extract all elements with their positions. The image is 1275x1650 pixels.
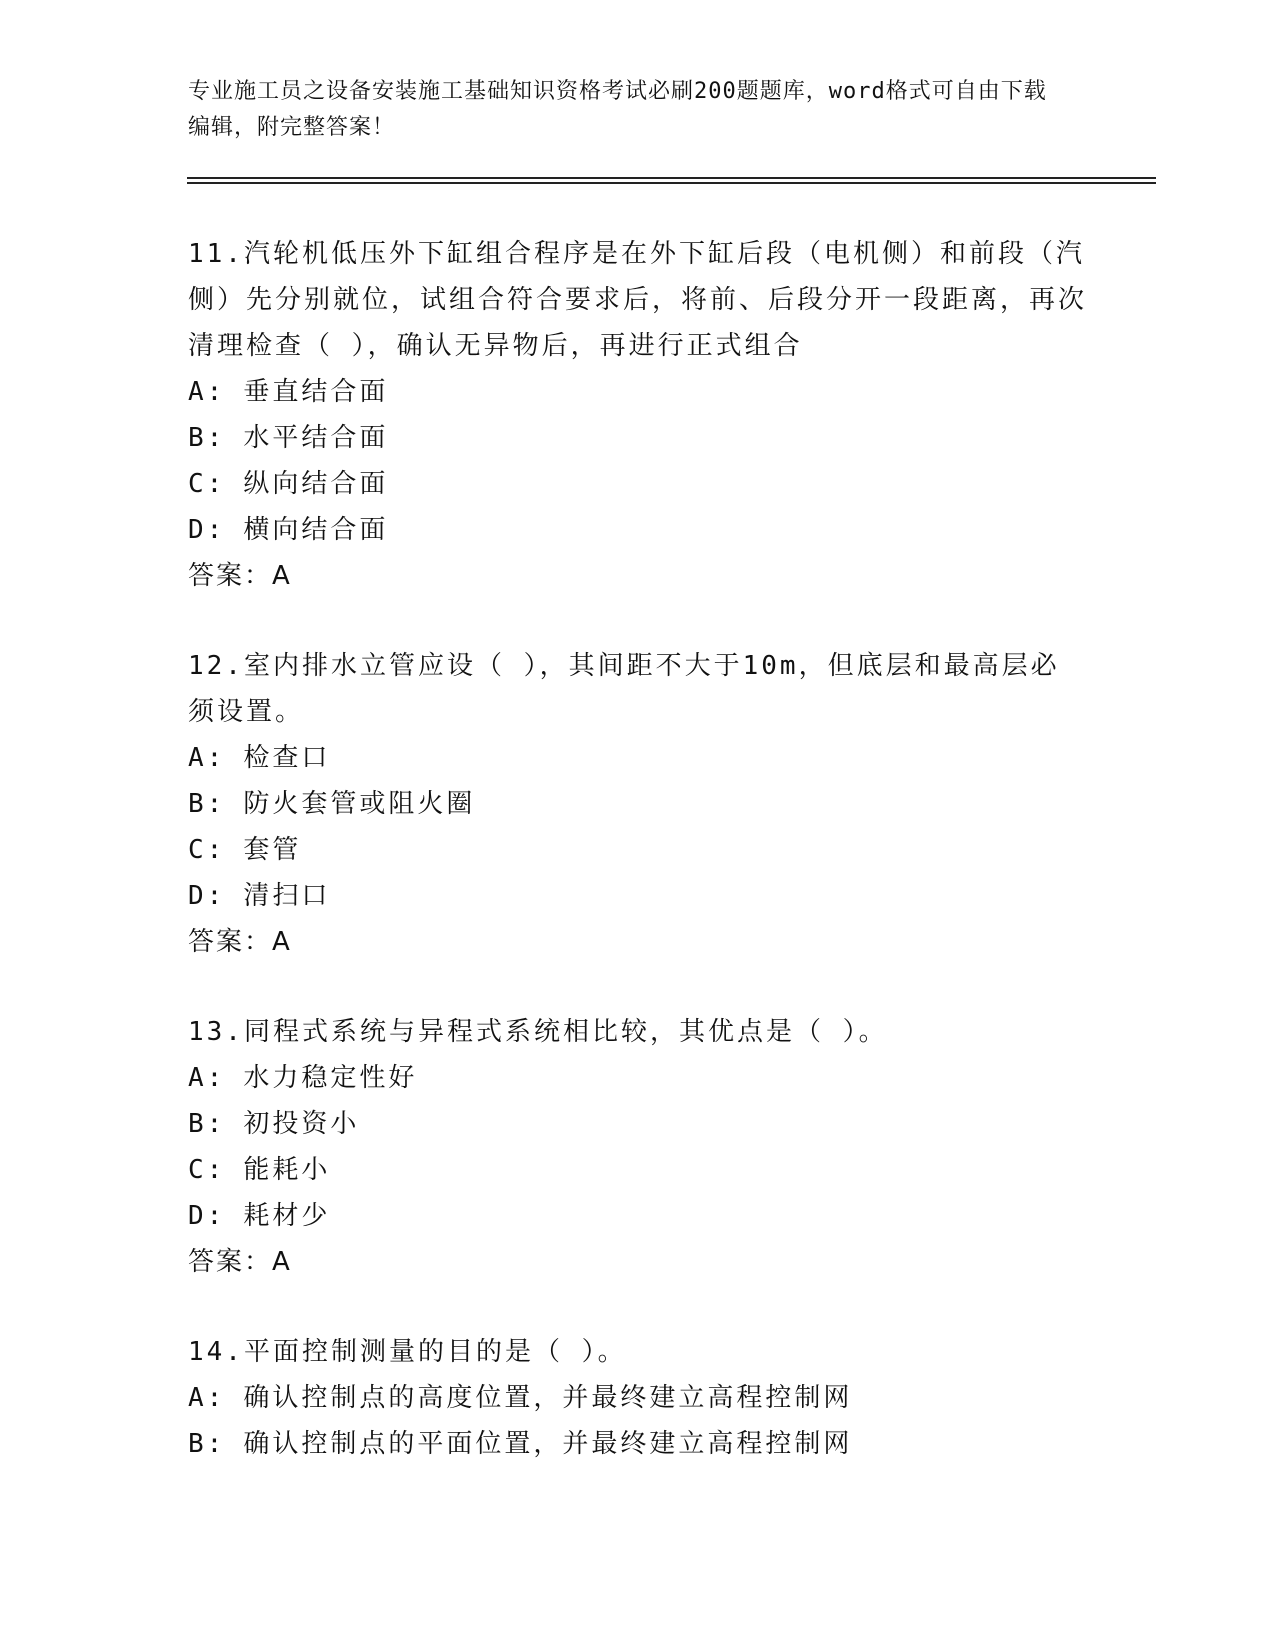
question-body: 同程式系统与异程式系统相比较，其优点是（ ）。: [243, 1017, 888, 1047]
question-body: 汽轮机低压外下缸组合程序是在外下缸后段（电机侧）和前段（汽侧）先分别就位，试组合符合要求后，将前、后段分开一段距离，再次清理检查（ ），确认无异物后，再进行正式组合: [188, 239, 1088, 361]
answer-line: 答案：A: [188, 927, 292, 957]
option-d: [188, 507, 1088, 553]
option-a: [188, 1055, 1088, 1101]
option-letter: C:: [188, 469, 226, 499]
option-d: [188, 1193, 1088, 1239]
option-a: [188, 369, 1088, 415]
option-letter: A:: [188, 1383, 226, 1413]
option-b: [188, 1101, 1088, 1147]
option-letter: C:: [188, 1155, 226, 1185]
option-b: [188, 415, 1088, 461]
option-letter: D:: [188, 515, 226, 545]
option-c: [188, 1147, 1088, 1193]
option-text: 套管: [243, 835, 302, 865]
option-a: [188, 735, 1088, 781]
header-divider-bottom: [187, 182, 1156, 184]
question-text: [188, 1329, 1088, 1375]
option-text: 纵向结合面: [243, 469, 389, 499]
question-body: 室内排水立管应设（ ），其间距不大于10m，但底层和最高层必须设置。: [188, 651, 1060, 727]
option-letter: B:: [188, 789, 226, 819]
option-text: 垂直结合面: [243, 377, 389, 407]
question-11: [188, 231, 1088, 599]
question-text: [188, 1009, 1088, 1055]
option-b: [188, 781, 1088, 827]
option-letter: C:: [188, 835, 226, 865]
option-c: [188, 827, 1088, 873]
question-list: [188, 231, 1088, 1511]
option-letter: A:: [188, 1063, 226, 1093]
option-text: 耗材少: [243, 1201, 331, 1231]
option-c: [188, 461, 1088, 507]
option-d: [188, 873, 1088, 919]
answer-line: 答案：A: [188, 561, 292, 591]
option-text: 确认控制点的高度位置，并最终建立高程控制网: [243, 1383, 853, 1413]
option-a: [188, 1375, 1088, 1421]
answer-line: 答案：A: [188, 1247, 292, 1277]
option-text: 防火套管或阻火圈: [243, 789, 476, 819]
option-text: 清扫口: [243, 881, 331, 911]
option-letter: A:: [188, 743, 226, 773]
option-text: 水平结合面: [243, 423, 389, 453]
option-b: [188, 1421, 1088, 1467]
option-text: 确认控制点的平面位置，并最终建立高程控制网: [243, 1429, 853, 1459]
question-13: [188, 1009, 1088, 1285]
option-letter: B:: [188, 423, 226, 453]
question-text: [188, 643, 1088, 735]
option-letter: B:: [188, 1109, 226, 1139]
question-number: 11.: [188, 239, 244, 269]
question-number: 13.: [188, 1017, 244, 1047]
option-text: 能耗小: [243, 1155, 331, 1185]
option-text: 水力稳定性好: [243, 1063, 418, 1093]
question-14: [188, 1329, 1088, 1467]
question-body: 平面控制测量的目的是（ ）。: [243, 1337, 627, 1367]
question-number: 12.: [188, 651, 244, 681]
question-number: 14.: [188, 1337, 244, 1367]
question-12: [188, 643, 1088, 965]
option-text: 横向结合面: [243, 515, 389, 545]
question-text: [188, 231, 1088, 369]
option-text: 初投资小: [243, 1109, 360, 1139]
option-letter: A:: [188, 377, 226, 407]
option-letter: B:: [188, 1429, 226, 1459]
header-divider-top: [187, 177, 1156, 179]
document-header: 专业施工员之设备安装施工基础知识资格考试必刷200题题库，word格式可自由下载编辑，附完整答案！: [188, 79, 1047, 140]
option-letter: D:: [188, 881, 226, 911]
option-letter: D:: [188, 1201, 226, 1231]
option-text: 检查口: [243, 743, 331, 773]
